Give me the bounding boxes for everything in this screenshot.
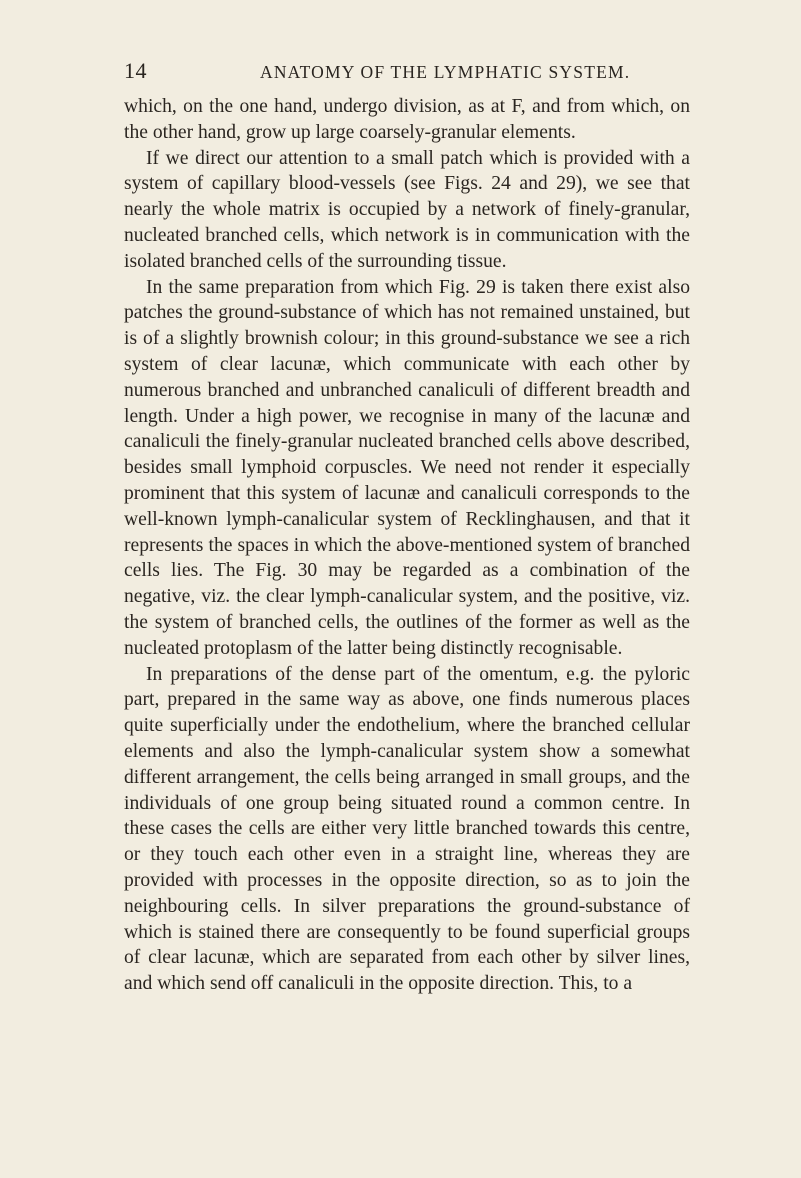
page-number: 14 <box>124 58 147 83</box>
running-head: ANATOMY OF THE LYMPHATIC SYSTEM. <box>260 62 631 82</box>
paragraph-3: In the same preparation from which Fig. 29 is taken there exist also patches the ground-substance of which has not remained unstained, but is of a slightly brownish colour; in this ground-substance we see a rich system of clear lacunæ, which communicate with each other by numerous branched and unbranched canaliculi of different breadth and length. Under a high power, we recognise in many of the lacunæ and canaliculi the finely-granular nucleated branched cells above described, besides small lymphoid corpuscles. We need not render it especially prominent that this system of lacunæ and canaliculi corresponds to the well-known lymph-canalicular system of Recklinghausen, and that it represents the spaces in which the above-mentioned system of branched cells lies. The Fig. 30 may be regarded as a combination of the negative, viz. the clear lymph-canalicular system, and the positive, viz. the system of branched cells, the outlines of the former as well as the nucleated protoplasm of the latter being distinctly recognisable. <box>124 276 690 659</box>
paragraph-2: If we direct our attention to a small patch which is provided with a system of capillary blood-vessels (see Figs. 24 and 29), we see that nearly the whole matrix is occupied by a network of finely-granular, nucleated branched cells, which network is in communication with the isolated branched cells of the surrounding tissue. <box>124 147 690 272</box>
body-text <box>124 94 690 997</box>
page-header <box>0 58 801 88</box>
paragraph-1: which, on the one hand, undergo division, as at F, and from which, on the other hand, grow up large coarsely-granular elements. <box>124 96 690 143</box>
paragraph-4: In preparations of the dense part of the omentum, e.g. the pyloric part, prepared in the same way as above, one finds numerous places quite superficially under the endothelium, where the branched cellular elements and also the lymph-canalicular system show a somewhat different arrangement, the cells being arranged in small groups, and the individuals of one group being situated round a common centre. In these cases the cells are either very little branched towards this centre, or they touch each other even in a straight line, whereas they are provided with processes in the opposite direction, so as to join the neighbouring cells. In silver preparations the ground-substance of which is stained there are consequently to be found superficial groups of clear lacunæ, which are separated from each other by silver lines, and which send off canaliculi in the opposite direction. This, to a <box>124 663 690 995</box>
